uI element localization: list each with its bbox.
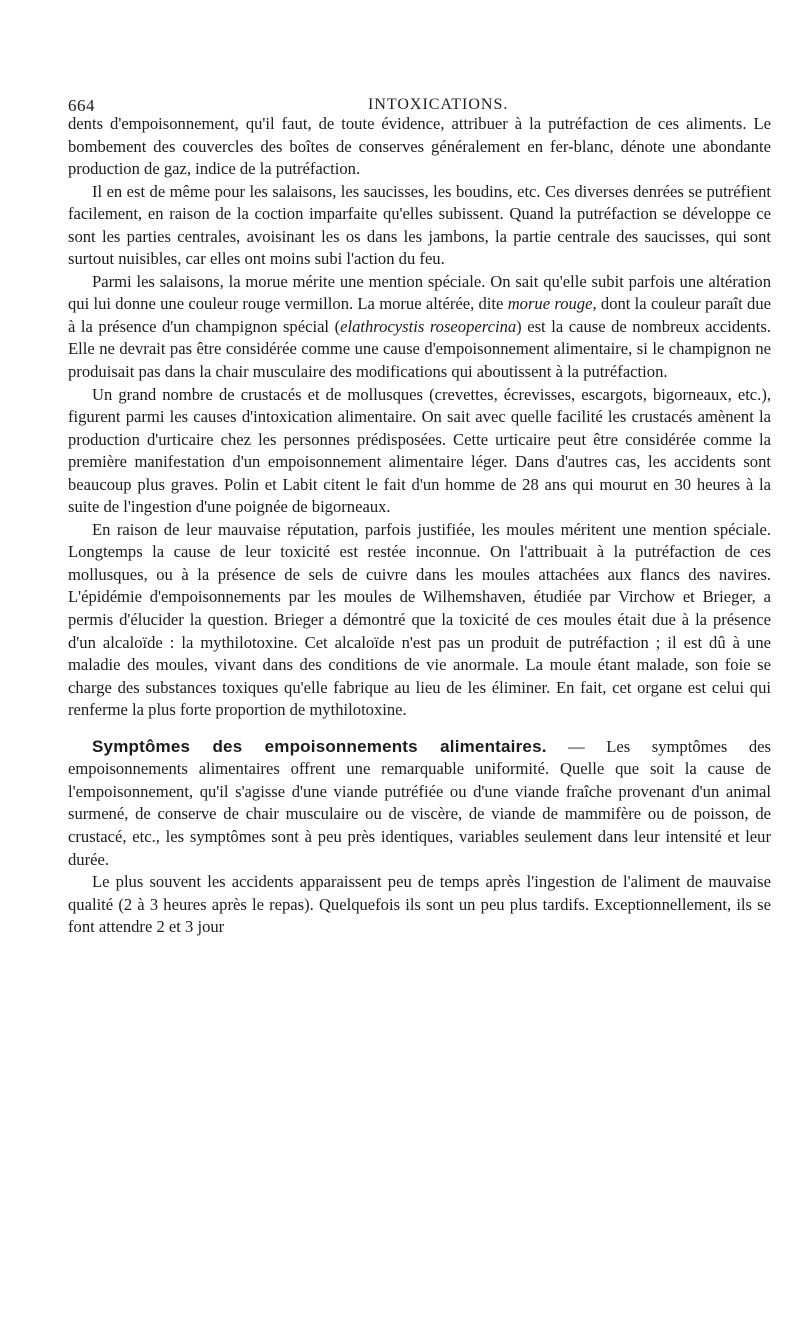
paragraph-1: dents d'empoisonnement, qu'il faut, de toute évidence, attribuer à la putréfaction de ces aliments. Le bombement des couvercles des boîtes de conserves généralement en fer-blanc, dénote une abondante production de gaz, indice de la putréfaction. bbox=[68, 114, 771, 179]
paragraph-5: En raison de leur mauvaise réputation, parfois justifiée, les moules méritent une mention spéciale. Longtemps la cause de leur toxicité est restée inconnue. On l'attribuait à la putréfaction de ces mollusques, ou à la présence de sels de cuivre dans les moules attachées aux flancs des navires. L'épidémie d'empoisonnements par les moules de Wilhemshaven, étudiée par Virchow et Brieger, a permis d'élucider la question. Brieger a démontré que la toxicité de ces moules était due à la présence d'un alcaloïde : la mythilotoxine. Cet alcaloïde n'est pas un produit de putréfaction ; il est dû à une maladie des moules, vivant dans des conditions de vie anormale. La moule étant malade, son foie se charge des substances toxiques qu'elle fabrique au lieu de les éliminer. En fait, cet organe est celui qui renferme la plus forte proportion de mythilotoxine. bbox=[68, 519, 771, 720]
book-page bbox=[68, 0, 772, 937]
term-elathrocystis: elathrocystis roseopercina bbox=[340, 316, 517, 336]
section-text: Les symptômes des empoisonnements alimentaires offrent une remarquable uniformité. Quelle que soit la cause de l'empoisonnement, qu'il s'agisse d'une viande putréfiée ou d'une viande fraîche provenant d'un animal surmené, de conserve de chair musculaire ou de viscère, de viande de mammifère ou de poisson, de crustacé, etc., les symptômes sont à peu près identiques, variables seulement dans leur intensité et leur durée. bbox=[68, 736, 771, 869]
paragraph-4: Un grand nombre de crustacés et de mollusques (crevettes, écrevisses, escargots, bigorneaux, etc.), figurent parmi les causes d'intoxication alimentaire. On sait avec quelle facilité les crustacés amènent la production d'urticaire chez les personnes prédisposées. Cette urticaire peut être considérée comme la première manifestation d'un empoisonnement alimentaire léger. Dans d'autres cas, les accidents sont beaucoup plus graves. Polin et Labit citent le fait d'un homme de 28 ans qui mourut en 30 heures à la suite de l'ingestion d'une poignée de bigorneaux. bbox=[68, 384, 771, 517]
paragraph-last: Le plus souvent les accidents apparaissent peu de temps après l'ingestion de l'aliment de mauvaise qualité (2 à 3 heures après le repas). Quelquefois ils sont un peu plus tardifs. Exceptionnellement, ils se font attendre 2 et 3 jour bbox=[68, 872, 771, 937]
paragraph-3-part-1: Parmi les salaisons, la morue mérite une mention spéciale. On sait qu'elle subit parfois une altération qui lui donne une couleur rouge vermillon. La morue altérée, dite bbox=[68, 271, 771, 314]
page-number: 664 bbox=[68, 96, 95, 115]
paragraph-3-part-2: , dont la couleur paraît due à la présence d'un champignon spécial ( bbox=[68, 294, 771, 336]
paragraph-3-part-3: ) est la cause de nombreux accidents. Elle ne devrait pas être considérée comme une cause d'empoisonnement alimentaire, si le champignon ne produisait pas dans la chair musculaire des modifications qui aboutissent à la putréfaction. bbox=[68, 316, 772, 382]
section-dash: — bbox=[546, 736, 607, 756]
paragraph-2: Il en est de même pour les salaisons, les saucisses, les boudins, etc. Ces diverses denrées se putréfient facilement, en raison de la coction imparfaite qu'elles subissent. Quand la putréfaction se développe ce sont les parties centrales, avoisinant les os dans les jambons, la partie centrale des saucisses, qui sont surtout nuisibles, car elles ont moins subi l'action du feu. bbox=[68, 181, 771, 269]
paragraph-3 bbox=[68, 271, 771, 384]
section-title: Symptômes des empoisonnements alimentaires. bbox=[92, 736, 547, 756]
term-morue-rouge: morue rouge bbox=[507, 294, 593, 314]
running-title: INTOXICATIONS. bbox=[368, 96, 509, 113]
running-head bbox=[68, 58, 771, 115]
section-symptomes bbox=[68, 736, 771, 871]
body-text bbox=[68, 113, 771, 939]
